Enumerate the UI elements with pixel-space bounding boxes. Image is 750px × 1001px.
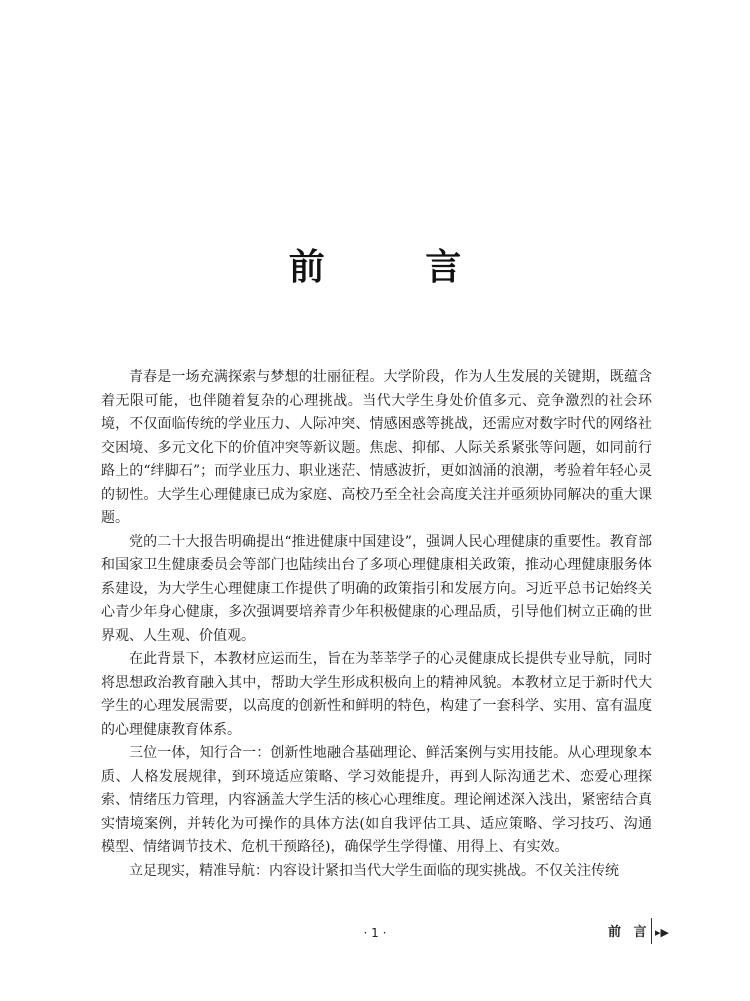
running-header-section: 前 言 xyxy=(608,925,651,940)
arrow-right-icon: ▸▶ xyxy=(655,926,669,939)
paragraph: 三位一体，知行合一：创新性地融合基础理论、鲜活案例与实用技能。从心理现象本质、人格发展规律，到环境适应策略、学习效能提升，再到人际沟通艺术、恋爱心理探索、情绪压力管理，内容涵盖大学生活的核心心理维度。理论阐述深入浅出，紧密结合真实情境案例，并转化为可操作的具体方法(如自我评估工具、适应策略、学习技巧、沟通模型、情绪调节技术、危机干预路径)，确保学生学得懂、用得上、有实效。 xyxy=(101,745,652,855)
paragraph: 党的二十大报告明确提出“推进健康中国建设”，强调人民心理健康的重要性。教育部和国家卫生健康委员会等部门也陆续出台了多项心理健康相关政策，推动心理健康服务体系建设，为大学生心理健康工作提供了明确的政策指引和发展方向。习近平总书记始终关心青少年身心健康，多次强调要培养青少年积极健康的心理品质，引导他们树立正确的世界观、人生观、价值观。 xyxy=(101,533,652,644)
page-title: 前 言 xyxy=(288,247,506,289)
paragraph: 在此背景下，本教材应运而生，旨在为莘莘学子的心灵健康成长提供专业导航，同时将思想政治教育融入其中，帮助大学生形成积极向上的精神风貌。本教材立足于新时代大学生的心理发展需要，以高度的创新性和鲜明的特色，构建了一套科学、实用、富有温度的心理健康教育体系。 xyxy=(101,651,652,738)
paragraph: 立足现实，精准导航：内容设计紧扣当代大学生面临的现实挑战。不仅关注传统 xyxy=(129,862,619,879)
body-text xyxy=(101,366,652,883)
footer-divider xyxy=(651,918,652,944)
paragraph: 青春是一场充满探索与梦想的壮丽征程。大学阶段，作为人生发展的关键期，既蕴含着无限可能，也伴随着复杂的心理挑战。当代大学生身处价值多元、竞争激烈的社会环境，不仅面临传统的学业压力、人际冲突、情感困惑等挑战，还需应对数字时代的网络社交困境、多元文化下的价值冲突等新议题。焦虑、抑郁、人际关系紧张等问题，如同前行路上的“绊脚石”；而学业压力、职业迷茫、情感波折，更如汹涌的浪潮，考验着年轻心灵的韧性。大学生心理健康已成为家庭、高校乃至全社会高度关注并亟须协同解决的重大课题。 xyxy=(101,369,652,526)
page-number: · 1 · xyxy=(363,926,387,940)
